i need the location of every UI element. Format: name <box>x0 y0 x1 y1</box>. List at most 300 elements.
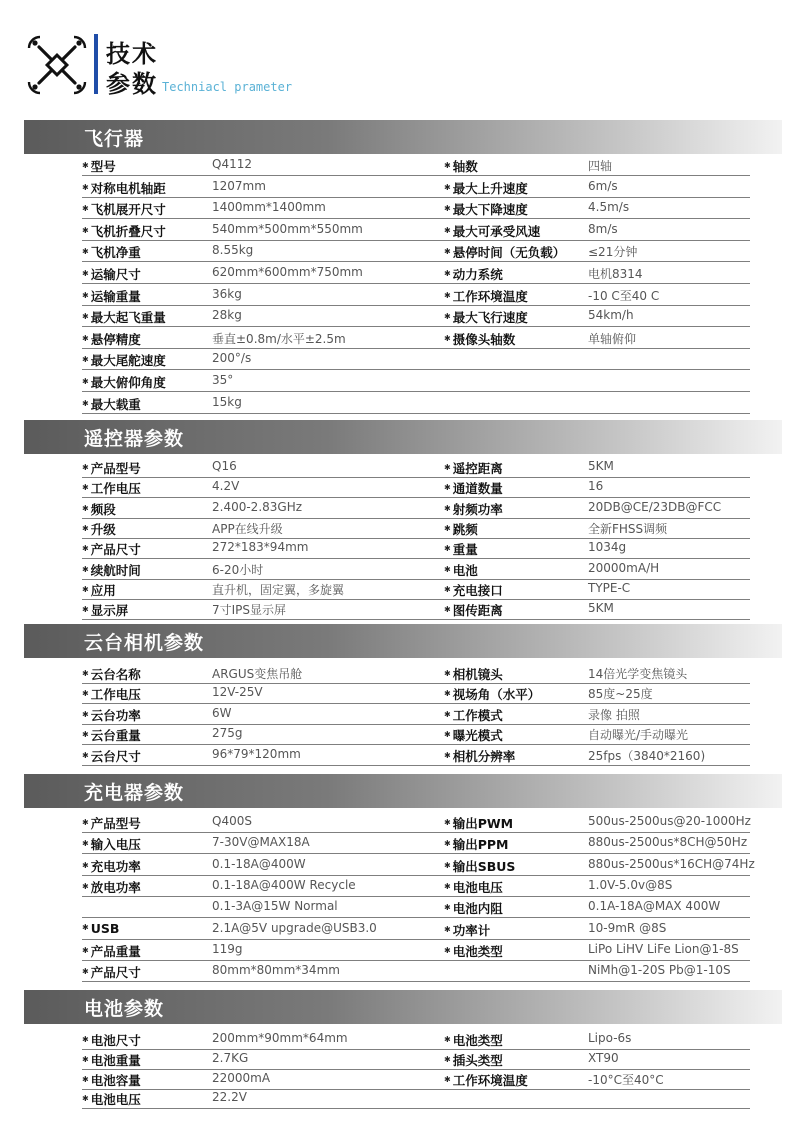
spec-label <box>82 942 141 960</box>
spec-value-text: -10 C至40 C <box>588 289 660 303</box>
spec-value-text: 4.2V <box>212 479 240 493</box>
spec-label-text: 电池重量 <box>90 1053 141 1068</box>
spec-row <box>82 349 750 370</box>
spec-value-text: Q400S <box>212 814 252 828</box>
bullet-icon: ✱ <box>82 399 89 408</box>
spec-value <box>212 395 242 409</box>
spec-label-text: 相机分辨率 <box>452 749 516 764</box>
bullet-icon: ✱ <box>444 291 451 300</box>
bullet-icon: ✱ <box>444 903 451 912</box>
spec-value-text: LiPo LiHV LiFe Lion@1-8S <box>588 942 739 956</box>
bullet-icon: ✱ <box>444 730 451 739</box>
spec-row <box>82 457 750 478</box>
spec-value-text: 6-20小时 <box>212 563 264 577</box>
bullet-icon: ✱ <box>444 483 451 492</box>
spec-label <box>82 1090 141 1108</box>
bullet-icon: ✱ <box>82 334 89 343</box>
spec-label <box>82 921 119 936</box>
spec-value <box>212 479 239 493</box>
spec-label <box>444 878 503 896</box>
spec-label-text: 最大上升速度 <box>452 181 528 196</box>
section-title: 遥控器参数 <box>84 428 185 450</box>
spec-value-text: 28kg <box>212 308 242 322</box>
bullet-icon: ✱ <box>82 710 89 719</box>
spec-value <box>588 157 612 174</box>
spec-value <box>212 835 310 849</box>
spec-value <box>588 200 629 214</box>
spec-label <box>444 179 528 197</box>
spec-label <box>444 665 503 683</box>
spec-value-text: 垂直±0.8m/水平±2.5m <box>212 332 346 346</box>
section-title: 云台相机参数 <box>84 632 205 654</box>
spec-row <box>82 663 750 684</box>
spec-label-text: 飞机折叠尺寸 <box>90 224 166 239</box>
spec-label-text: 云台功率 <box>90 708 141 723</box>
spec-value <box>588 706 640 723</box>
spec-label-text: 工作电压 <box>90 687 141 702</box>
bullet-icon: ✱ <box>82 269 89 278</box>
spec-label <box>444 601 503 619</box>
spec-value-text: 0.1-18A@400W <box>212 857 306 871</box>
spec-value <box>588 963 731 977</box>
spec-label <box>82 601 128 619</box>
bullet-icon: ✱ <box>444 669 451 678</box>
spec-value <box>212 857 306 871</box>
spec-label <box>82 581 116 599</box>
spec-value-text: -10°C至40°C <box>588 1073 664 1087</box>
spec-label-text: 云台尺寸 <box>90 749 141 764</box>
spec-row <box>82 897 750 918</box>
spec-value-text: 8.55kg <box>212 243 254 257</box>
spec-value <box>212 520 283 537</box>
bullet-icon: ✱ <box>444 751 451 760</box>
spec-value <box>212 243 253 257</box>
spec-value-text: 单轴俯仰 <box>588 332 637 346</box>
spec-label <box>444 942 503 960</box>
spec-value-text: APP在线升级 <box>212 522 283 536</box>
spec-row <box>82 812 750 833</box>
spec-row <box>82 538 750 559</box>
spec-label <box>82 330 141 348</box>
spec-label <box>82 1031 141 1049</box>
bullet-icon: ✱ <box>82 504 89 513</box>
spec-label-text: 工作电压 <box>90 481 141 496</box>
spec-label <box>444 921 490 939</box>
spec-row <box>82 177 750 198</box>
spec-label <box>444 157 478 175</box>
spec-value <box>588 942 739 956</box>
bullet-icon: ✱ <box>444 1055 451 1064</box>
spec-label <box>82 665 141 683</box>
spec-value-text: 0.1-18A@400W Recycle <box>212 878 356 892</box>
spec-label <box>444 835 508 853</box>
spec-value-text: XT90 <box>588 1051 619 1065</box>
spec-label <box>82 1051 141 1069</box>
spec-value-text: 16 <box>588 479 604 493</box>
bullet-icon: ✱ <box>82 161 89 170</box>
spec-label-text: 飞机净重 <box>90 245 141 260</box>
spec-value-text: 6m/s <box>588 179 618 193</box>
spec-value <box>212 1090 247 1104</box>
spec-label <box>82 179 166 197</box>
bullet-icon: ✱ <box>82 730 89 739</box>
spec-label-text: 通道数量 <box>452 481 503 496</box>
bullet-icon: ✱ <box>82 226 89 235</box>
spec-label-text: 电池类型 <box>452 944 503 959</box>
bullet-icon: ✱ <box>82 967 89 976</box>
bullet-icon: ✱ <box>82 882 89 891</box>
spec-value-text: 0.1-3A@15W Normal <box>212 899 338 913</box>
spec-row <box>82 220 750 241</box>
bullet-icon: ✱ <box>82 463 89 472</box>
spec-value <box>212 561 263 578</box>
spec-label <box>82 222 166 240</box>
bullet-icon: ✱ <box>444 585 451 594</box>
spec-value-text: 620mm*600mm*750mm <box>212 265 363 279</box>
spec-value <box>588 540 626 554</box>
spec-value-text: 35° <box>212 373 234 387</box>
spec-row <box>82 940 750 961</box>
spec-label <box>82 265 141 283</box>
bullet-icon: ✱ <box>82 923 89 932</box>
bullet-icon: ✱ <box>444 882 451 891</box>
bullet-icon: ✱ <box>444 161 451 170</box>
spec-value-text: 200mm*90mm*64mm <box>212 1031 348 1045</box>
spec-value <box>212 222 363 236</box>
spec-value-text: 8m/s <box>588 222 618 236</box>
spec-value <box>588 835 747 849</box>
spec-value-text: 5KM <box>588 601 614 615</box>
spec-value-text: 2.7KG <box>212 1051 249 1065</box>
spec-value-text: 20000mA/H <box>588 561 660 575</box>
spec-value-text: Lipo-6s <box>588 1031 632 1045</box>
spec-value-text: 7-30V@MAX18A <box>212 835 310 849</box>
spec-value-text: 25fps（3840*2160) <box>588 749 706 763</box>
spec-label-text: 续航时间 <box>90 563 141 578</box>
spec-label-text: 最大飞行速度 <box>452 310 528 325</box>
spec-value <box>588 500 721 514</box>
spec-value-text: Q4112 <box>212 157 252 171</box>
section-title: 充电器参数 <box>84 782 185 804</box>
spec-value-text: 880us-2500us*16CH@74Hz <box>588 857 755 871</box>
spec-row <box>82 833 750 854</box>
spec-label-text: 飞机展开尺寸 <box>90 202 166 217</box>
spec-label <box>82 540 141 558</box>
spec-label <box>82 963 141 981</box>
spec-row <box>82 919 750 940</box>
spec-value-text: 5KM <box>588 459 614 473</box>
spec-label-text: 最大可承受风速 <box>452 224 541 239</box>
spec-label-text: 工作环境温度 <box>452 1073 528 1088</box>
spec-row <box>82 498 750 519</box>
spec-value <box>588 287 659 304</box>
spec-label <box>444 1031 503 1049</box>
spec-row <box>82 724 750 745</box>
spec-value-text: TYPE-C <box>588 581 631 595</box>
spec-value-text: 0.1A-18A@MAX 400W <box>588 899 721 913</box>
spec-value <box>588 308 634 322</box>
spec-value <box>588 899 720 913</box>
spec-label-text: 产品型号 <box>90 816 141 831</box>
spec-value-text: 1034g <box>588 540 627 554</box>
spec-value <box>588 243 637 260</box>
spec-value <box>212 265 363 279</box>
spec-value <box>588 520 667 537</box>
spec-label-text: 云台名称 <box>90 667 141 682</box>
bullet-icon: ✱ <box>82 1035 89 1044</box>
bullet-icon: ✱ <box>82 247 89 256</box>
bullet-icon: ✱ <box>82 861 89 870</box>
bullet-icon: ✱ <box>82 946 89 955</box>
spec-label-text: 升级 <box>90 522 116 537</box>
spec-label <box>444 706 503 724</box>
spec-value <box>212 747 301 761</box>
bullet-icon: ✱ <box>444 925 451 934</box>
spec-label-text: 电池内阻 <box>452 901 503 916</box>
spec-value-text: 14倍光学变焦镜头 <box>588 667 688 681</box>
spec-label <box>444 330 515 348</box>
spec-value <box>212 308 242 322</box>
spec-value-text: 500us-2500us@20-1000Hz <box>588 814 751 828</box>
spec-value <box>212 706 232 720</box>
spec-label <box>444 479 503 497</box>
spec-row <box>82 371 750 392</box>
spec-label-text: 输出PWM <box>452 816 514 831</box>
section-header-battery <box>24 990 782 1024</box>
bullet-icon: ✱ <box>444 818 451 827</box>
spec-value-text: 54km/h <box>588 308 634 322</box>
spec-label-text: 悬停时间（无负载） <box>452 245 566 260</box>
spec-value <box>588 878 672 892</box>
bullet-icon: ✱ <box>82 565 89 574</box>
spec-label-text: 电池类型 <box>452 1033 503 1048</box>
spec-label <box>82 308 166 326</box>
spec-row <box>82 518 750 539</box>
spec-row <box>82 198 750 219</box>
spec-label-text: 电池 <box>452 563 478 578</box>
spec-value-text: 2.400-2.83GHz <box>212 500 303 514</box>
spec-value <box>588 561 659 575</box>
bullet-icon: ✱ <box>444 689 451 698</box>
spec-value-text: 1400mm*1400mm <box>212 200 326 214</box>
spec-value-text: 275g <box>212 726 243 740</box>
spec-value <box>588 1071 664 1088</box>
spec-row <box>82 961 750 982</box>
spec-value <box>588 581 630 595</box>
spec-value <box>212 665 302 682</box>
spec-value-text: ≤21分钟 <box>588 245 638 259</box>
spec-label-text: 对称电机轴距 <box>90 181 166 196</box>
spec-label <box>82 395 141 413</box>
spec-label <box>444 459 503 477</box>
spec-label <box>82 726 141 744</box>
bullet-icon: ✱ <box>444 312 451 321</box>
spec-label <box>82 835 141 853</box>
spec-value-text: 36kg <box>212 287 242 301</box>
bullet-icon: ✱ <box>82 585 89 594</box>
spec-label-text: 摄像头轴数 <box>452 332 516 347</box>
section-title: 飞行器 <box>84 128 145 150</box>
spec-value <box>588 921 666 935</box>
bullet-icon: ✱ <box>82 689 89 698</box>
bullet-icon: ✱ <box>82 544 89 553</box>
spec-label-text: 插头类型 <box>452 1053 503 1068</box>
spec-value <box>212 1051 248 1065</box>
spec-row <box>82 263 750 284</box>
spec-label <box>444 500 503 518</box>
spec-label-text: 产品型号 <box>90 461 141 476</box>
spec-row <box>82 704 750 725</box>
spec-value-text: 1.0V-5.0v@8S <box>588 878 673 892</box>
spec-value <box>588 222 618 236</box>
bullet-icon: ✱ <box>444 334 451 343</box>
spec-value <box>588 479 603 493</box>
spec-value-text: 2.1A@5V upgrade@USB3.0 <box>212 921 377 935</box>
spec-label-text: 产品重量 <box>90 944 141 959</box>
spec-value-text: 四轴 <box>588 159 613 173</box>
spec-label-text: 最大下降速度 <box>452 202 528 217</box>
spec-value <box>588 330 636 347</box>
bullet-icon: ✱ <box>444 204 451 213</box>
spec-label-text: 产品尺寸 <box>90 965 141 980</box>
spec-value <box>212 540 308 554</box>
bullet-icon: ✱ <box>82 312 89 321</box>
bullet-icon: ✱ <box>444 565 451 574</box>
spec-value <box>212 287 242 301</box>
spec-label-text: 悬停精度 <box>90 332 141 347</box>
spec-value <box>212 899 338 913</box>
spec-label <box>82 747 141 765</box>
spec-row <box>82 393 750 414</box>
spec-label-text: 视场角（水平） <box>452 687 541 702</box>
spec-value <box>212 942 243 956</box>
spec-label <box>444 1071 528 1089</box>
page-header <box>0 0 800 115</box>
spec-label-text: 跳频 <box>452 522 478 537</box>
bullet-icon: ✱ <box>82 524 89 533</box>
spec-value <box>212 601 286 618</box>
spec-value <box>588 747 705 764</box>
spec-value <box>588 1031 631 1045</box>
spec-label <box>444 200 528 218</box>
spec-label <box>444 561 478 579</box>
spec-label-text: 遥控距离 <box>452 461 503 476</box>
spec-label <box>82 200 166 218</box>
spec-row <box>82 285 750 306</box>
spec-value-text: 22000mA <box>212 1071 271 1085</box>
spec-label-text: 最大起飞重量 <box>90 310 166 325</box>
bullet-icon: ✱ <box>82 355 89 364</box>
title-accent-bar <box>94 34 98 94</box>
bullet-icon: ✱ <box>82 291 89 300</box>
bullet-icon: ✱ <box>444 605 451 614</box>
spec-value-text: 119g <box>212 942 243 956</box>
spec-label <box>444 1051 503 1069</box>
spec-value <box>212 963 340 977</box>
spec-value <box>212 1071 270 1085</box>
spec-value <box>212 459 237 473</box>
spec-label-text: 轴数 <box>452 159 478 174</box>
spec-value-text: 80mm*80mm*34mm <box>212 963 340 977</box>
spec-value <box>588 685 653 702</box>
spec-value <box>588 459 614 473</box>
spec-row <box>82 328 750 349</box>
section-header-aircraft <box>24 120 782 154</box>
drone-logo-icon <box>26 34 88 96</box>
bullet-icon: ✱ <box>444 861 451 870</box>
bullet-icon: ✱ <box>444 544 451 553</box>
spec-label <box>444 857 515 875</box>
bullet-icon: ✱ <box>444 946 451 955</box>
spec-value-text: 20DB@CE/23DB@FCC <box>588 500 722 514</box>
spec-row <box>82 477 750 498</box>
spec-value-text: 12V-25V <box>212 685 263 699</box>
spec-label-text: 频段 <box>90 502 116 517</box>
spec-value-text: 全新FHSS调频 <box>588 522 668 536</box>
section-header-charger <box>24 774 782 808</box>
spec-label-text: 电池电压 <box>90 1092 141 1107</box>
spec-value-text: Q16 <box>212 459 237 473</box>
bullet-icon: ✱ <box>82 818 89 827</box>
spec-value-text: 15kg <box>212 395 242 409</box>
bullet-icon: ✱ <box>444 269 451 278</box>
spec-label-text: 显示屏 <box>90 603 129 618</box>
spec-value-text: 540mm*500mm*550mm <box>212 222 363 236</box>
spec-label-text: 运输尺寸 <box>90 267 141 282</box>
spec-label-text: 输出SBUS <box>452 859 516 874</box>
bullet-icon: ✱ <box>444 463 451 472</box>
spec-value <box>212 200 326 214</box>
bullet-icon: ✱ <box>444 504 451 513</box>
spec-label-text: 输出PPM <box>452 837 509 852</box>
spec-label-text: 曝光模式 <box>452 728 503 743</box>
spec-label-text: USB <box>90 921 120 936</box>
spec-label <box>82 520 116 538</box>
spec-label-text: 充电接口 <box>452 583 503 598</box>
bullet-icon: ✱ <box>444 524 451 533</box>
spec-label-text: 充电功率 <box>90 859 141 874</box>
page-title-line2: 参数 <box>106 70 158 98</box>
section-title: 电池参数 <box>84 998 165 1020</box>
spec-label-text: 相机镜头 <box>452 667 503 682</box>
spec-label-text: 电池容量 <box>90 1073 141 1088</box>
spec-label <box>82 500 116 518</box>
spec-value-text: 4.5m/s <box>588 200 630 214</box>
spec-value <box>212 373 233 387</box>
spec-label <box>444 814 513 832</box>
spec-label <box>444 287 528 305</box>
spec-value-text: 6W <box>212 706 232 720</box>
spec-value <box>212 878 356 892</box>
spec-label-text: 图传距离 <box>452 603 503 618</box>
spec-label <box>82 287 141 305</box>
spec-label <box>82 857 141 875</box>
spec-label <box>444 899 503 917</box>
spec-label <box>82 351 166 369</box>
spec-label <box>82 685 141 703</box>
spec-value-text: 880us-2500us*8CH@50Hz <box>588 835 748 849</box>
bullet-icon: ✱ <box>82 483 89 492</box>
spec-row <box>82 599 750 620</box>
spec-label <box>82 157 116 175</box>
spec-value <box>588 601 614 615</box>
bullet-icon: ✱ <box>82 183 89 192</box>
spec-label-text: 最大俯仰角度 <box>90 375 166 390</box>
spec-value <box>588 857 755 871</box>
spec-value-text: 1207mm <box>212 179 266 193</box>
spec-label <box>82 479 141 497</box>
bullet-icon: ✱ <box>82 669 89 678</box>
